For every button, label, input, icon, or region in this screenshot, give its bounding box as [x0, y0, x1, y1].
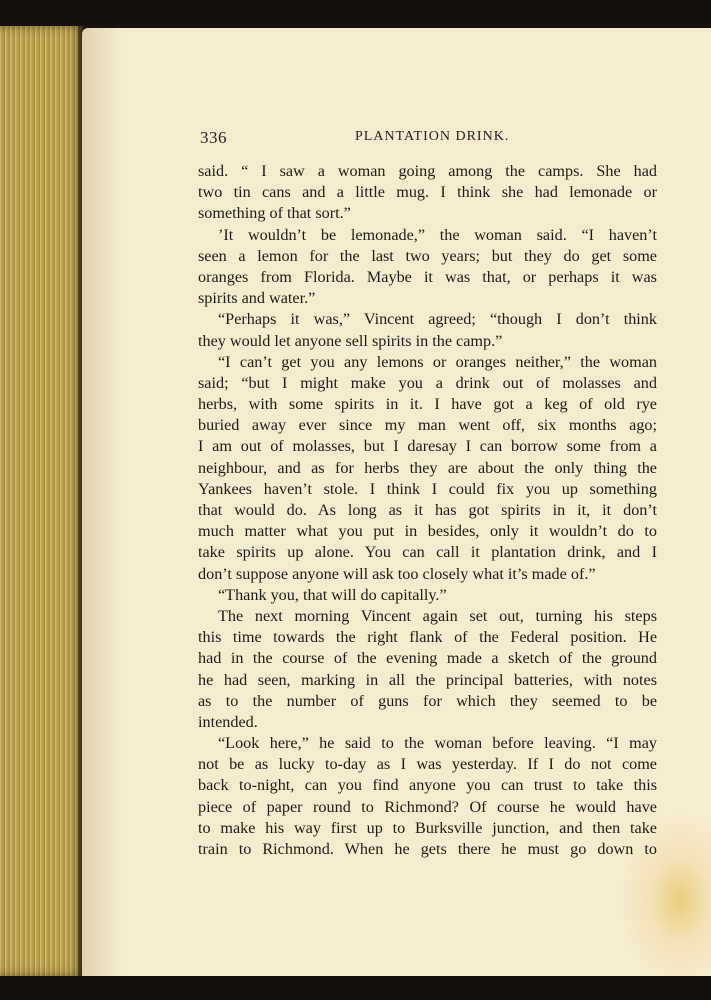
page-edges: [0, 26, 84, 976]
text-line: they would let anyone sell spirits in the camp.”: [198, 331, 503, 350]
text-line: said; “but I might make you a drink out of molasses and: [198, 373, 657, 392]
text-line: “Thank you, that will do capitally.”: [218, 585, 447, 604]
text-line: “I can’t get you any lemons or oranges neither,” the woman: [218, 352, 657, 371]
text-line: something of that sort.”: [198, 204, 351, 223]
body-text: [198, 161, 657, 860]
text-line: seen a lemon for the last two years; but they do get some: [198, 246, 657, 265]
text-line: that would do. As long as it has got spirits in it, it don’t: [198, 501, 657, 519]
text-line: to make his way first up to Burksville junction, and then take: [198, 818, 657, 837]
text-line: this time towards the right flank of the Federal position. He: [198, 628, 657, 647]
text-line: don’t suppose anyone will ask too closely what it’s made of.”: [198, 564, 596, 583]
text-line: had in the course of the evening made a sketch of the ground: [198, 649, 657, 668]
text-line: as to the number of guns for which they seemed to be: [198, 691, 657, 710]
text-line: herbs, with some spirits in it. I have got a keg of old rye: [198, 395, 657, 414]
running-head: PLANTATION DRINK.: [355, 129, 510, 144]
text-line: back to-night, can you find anyone you can trust to take this: [198, 776, 657, 795]
page-header: [120, 128, 657, 150]
text-line: two tin cans and a little mug. I think she had lemonade or: [198, 183, 657, 202]
text-line: much matter what you put in besides, only it wouldn’t do to: [198, 522, 657, 541]
text-line: he had seen, marking in all the principal batteries, with notes: [198, 670, 657, 689]
text-line: I am out of molasses, but I daresay I can borrow some from a: [198, 437, 657, 456]
text-line: not be as lucky to-day as I was yesterday. If I do not come: [198, 755, 657, 774]
text-line: train to Richmond. When he gets there he must go down to: [198, 840, 657, 858]
text-line: “Look here,” he said to the woman before leaving. “I may: [218, 734, 657, 753]
text-line: The next morning Vincent again set out, turning his steps: [218, 606, 657, 625]
text-line: take spirits up alone. You can call it plantation drink, and I: [198, 543, 657, 562]
text-line: spirits and water.”: [198, 289, 316, 308]
text-line: piece of paper round to Richmond? Of course he would have: [198, 797, 657, 816]
text-line: ’It wouldn’t be lemonade,” the woman said. “I haven’t: [218, 225, 657, 244]
text-line: Yankees haven’t stole. I think I could fix you up something: [198, 479, 657, 498]
text-line: said. “ I saw a woman going among the camps. She had: [198, 162, 657, 180]
text-line: neighbour, and as for herbs they are about the only thing the: [198, 458, 657, 477]
text-line: oranges from Florida. Maybe it was that, or perhaps it was: [198, 267, 657, 286]
text-line: “Perhaps it was,” Vincent agreed; “though I don’t think: [218, 310, 657, 329]
page-number: 336: [200, 128, 227, 147]
text-line: intended.: [198, 712, 258, 731]
text-line: buried away ever since my man went off, six months ago;: [198, 416, 657, 435]
